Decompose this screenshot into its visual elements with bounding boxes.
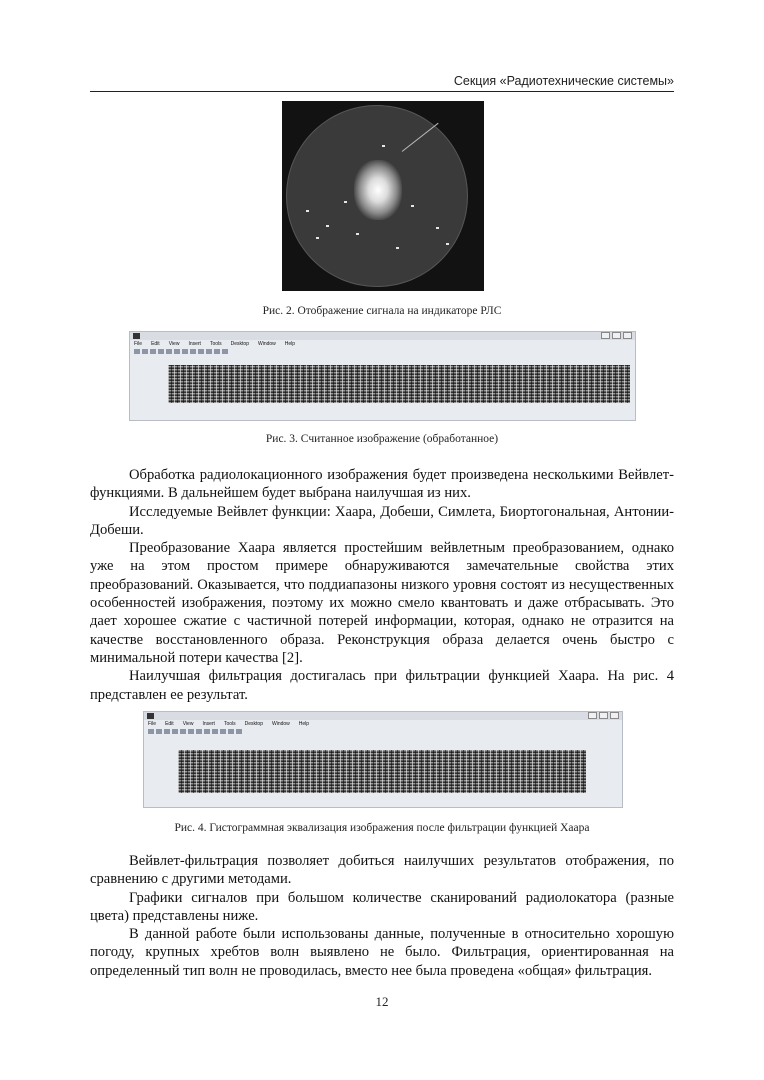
menu-item: Window — [257, 341, 276, 347]
body-text-section-1 — [90, 466, 674, 704]
figure-3-image — [129, 331, 636, 421]
menu-item: Help — [298, 721, 310, 727]
paragraph: Исследуемые Вейвлет функции: Хаара, Добеши, Симлета, Биортогональная, Антонии-Добеши. — [90, 503, 674, 538]
menu-item: File — [134, 341, 143, 347]
app-logo-icon — [133, 333, 140, 339]
menu-item: View — [182, 721, 194, 727]
menu-item: Insert — [188, 341, 201, 347]
figure-4-image — [143, 711, 623, 808]
figure-2-caption: Рис. 2. Отображение сигнала на индикаторе РЛС — [262, 305, 502, 317]
menu-item: View — [168, 341, 180, 347]
header-rule — [90, 91, 674, 92]
paragraph: Вейвлет-фильтрация позволяет добиться наилучших результатов отображения, по сравнению с другими методами. — [90, 853, 674, 888]
menu-item: Desktop — [230, 341, 249, 347]
minimize-icon — [588, 712, 597, 719]
menu-item: Edit — [165, 721, 174, 727]
menu-item: Insert — [202, 721, 215, 727]
page-number: 12 — [375, 994, 389, 1009]
paragraph: Наилучшая фильтрация достигалась при фильтрации функцией Хаара. На рис. 4 представлен ее результат. — [90, 668, 674, 703]
figure-3-caption: Рис. 3. Считанное изображение (обработанное) — [265, 433, 499, 445]
paragraph: Графики сигналов при большом количестве сканирований радиолокатора (разные цвета) представлены ниже. — [90, 889, 674, 924]
window-titlebar — [144, 712, 622, 720]
app-logo-icon — [147, 713, 154, 719]
menu-item: Tools — [209, 341, 222, 347]
filtered-radar-image-strip — [178, 750, 586, 793]
radar-echo-cluster — [354, 160, 402, 220]
maximize-icon — [612, 332, 621, 339]
maximize-icon — [599, 712, 608, 719]
window-menu-bar — [148, 721, 309, 727]
window-toolbar — [134, 349, 228, 354]
radar-scope — [286, 105, 468, 287]
menu-item: Window — [271, 721, 290, 727]
radar-sweep-line — [402, 123, 439, 152]
menu-item: Tools — [223, 721, 236, 727]
window-toolbar — [148, 729, 242, 734]
radar-indicator-image — [282, 101, 484, 291]
paragraph: Преобразование Хаара является простейшим вейвлетным преобразованием, однако уже на этом простом примере обнаруживаются замечательные свойства этих преобразований. Оказывается, что поддиапазоны низкого уровня состоят из несущественных особенностей изображения, поэтому их можно смело квантовать и даже отбрасывать. Это дает хорошее сжатие с частичной потерей информации, которая, однако не отразится на качестве восстановленного образа. Реконструкция образа делается очень быстро с минимальной потери качества [2]. — [90, 540, 674, 666]
running-header: Секция «Радиотехнические системы» — [453, 74, 674, 88]
menu-item: Edit — [151, 341, 160, 347]
menu-item: Desktop — [244, 721, 263, 727]
figure-4-caption: Рис. 4. Гистограммная эквализация изображения после фильтрации функцией Хаара — [174, 822, 590, 834]
body-text-section-2 — [90, 852, 674, 980]
menu-item: Help — [284, 341, 296, 347]
close-icon — [610, 712, 619, 719]
minimize-icon — [601, 332, 610, 339]
menu-item: File — [148, 721, 157, 727]
window-menu-bar — [134, 341, 295, 347]
paragraph: В данной работе были использованы данные, полученные в относительно хорошую погоду, крупных хребтов волн выявлено не было. Фильтрация, ориентированная на определенный тип волн не проводилась, вместо нее была проведена «общая» фильтрация. — [90, 926, 674, 979]
paragraph: Обработка радиолокационного изображения будет произведена несколькими Вейвлет-функциями. В дальнейшем будет выбрана наилучшая из них. — [90, 467, 674, 502]
window-titlebar — [130, 332, 635, 340]
radar-image-strip — [168, 365, 630, 403]
close-icon — [623, 332, 632, 339]
